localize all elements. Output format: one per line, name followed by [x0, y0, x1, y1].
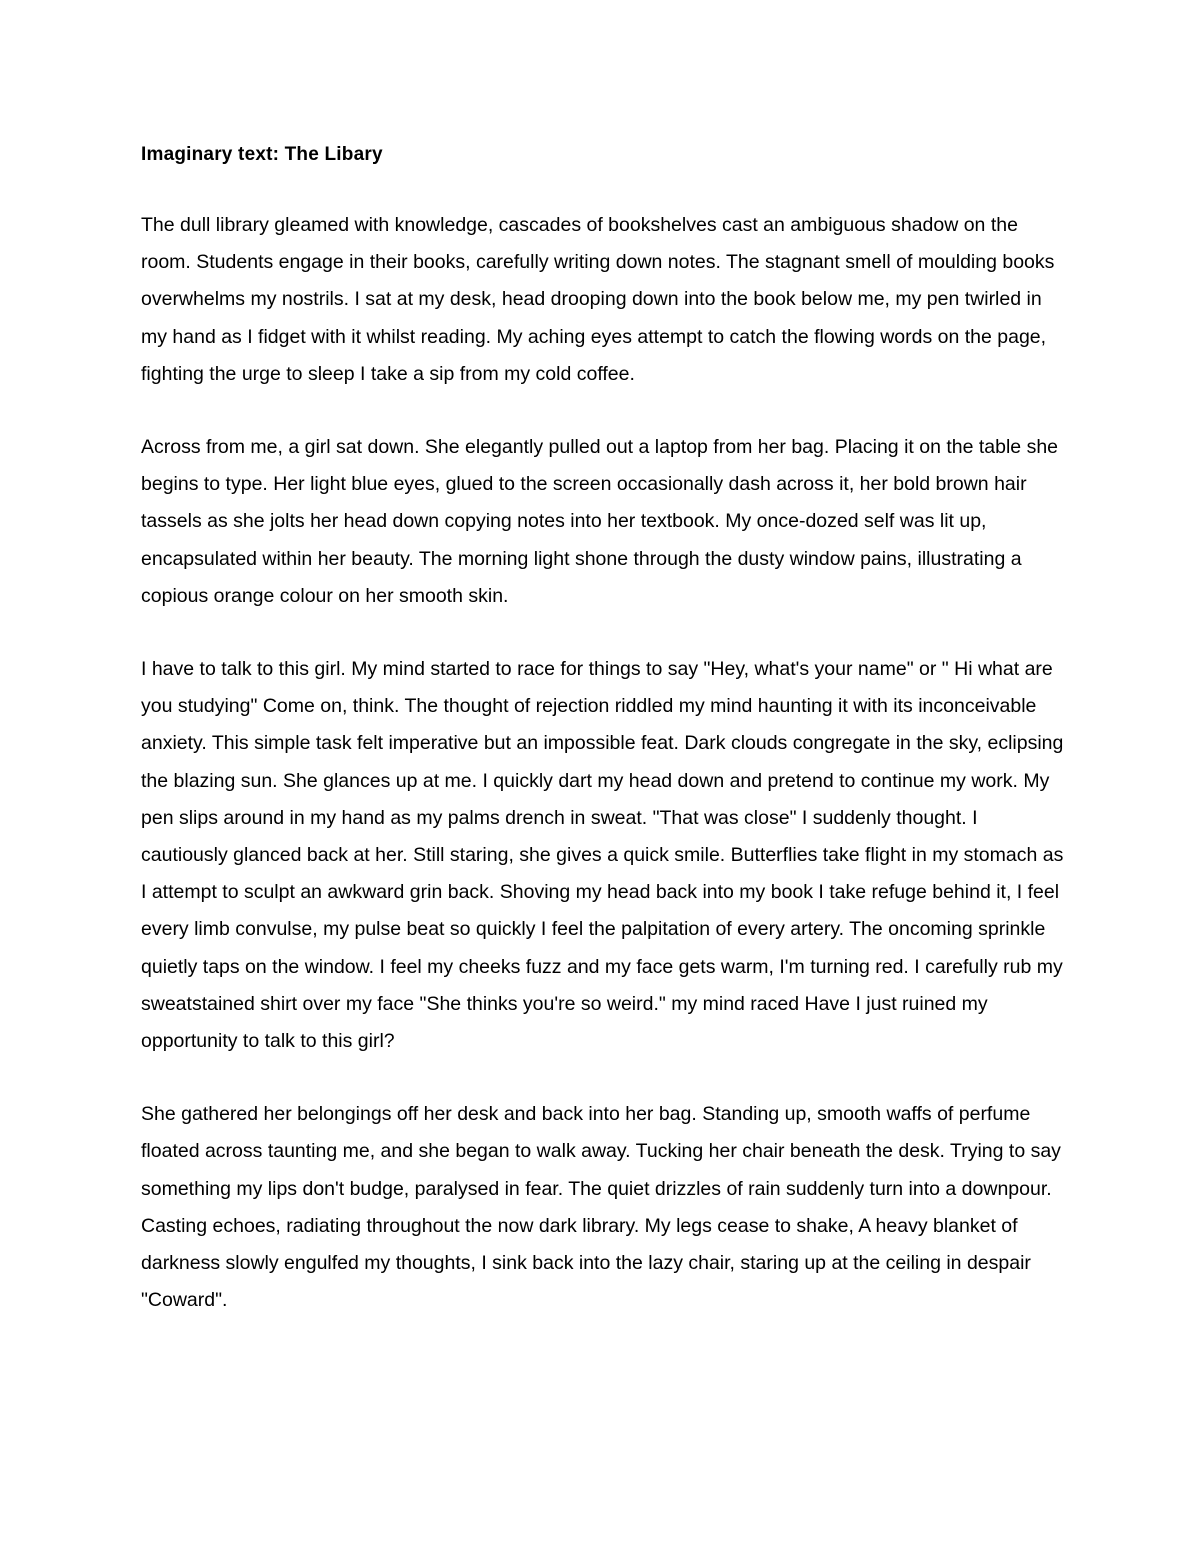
spacer	[141, 615, 1066, 651]
paragraph-4: She gathered her belongings off her desk and back into her bag. Standing up, smooth waffs of perfume floated across taunting me, and she began to walk away. Tucking her chair beneath the desk. Trying to say something my lips don't budge, paralysed in fear. The quiet drizzles of rain suddenly turn into a downpour. Casting echoes, radiating throughout the now dark library. My legs cease to shake, A heavy blanket of darkness slowly engulfed my thoughts, I sink back into the lazy chair, staring up at the ceiling in despair "Coward".	[141, 1103, 1061, 1312]
paragraph-2: Across from me, a girl sat down. She elegantly pulled out a laptop from her bag. Placing it on the table she begins to type. Her light blue eyes, glued to the screen occasionally dash across it, her bold brown hair tassels as she jolts her head down copying notes into her textbook. My once-dozed self was lit up, encapsulated within her beauty. The morning light shone through the dusty window pains, illustrating a copious orange colour on her smooth skin.	[141, 436, 1059, 607]
spacer	[141, 393, 1066, 429]
spacer	[141, 170, 1066, 207]
paragraph-1: The dull library gleamed with knowledge, cascades of bookshelves cast an ambiguous shadow on the room. Students engage in their books, carefully writing down notes. The stagnant smell of moulding books overwhelms my nostrils. I sat at my desk, head drooping down into the book below me, my pen twirled in my hand as I fidget with it whilst reading. My aching eyes attempt to catch the flowing words on the page, fighting the urge to sleep I take a sip from my cold coffee.	[141, 214, 1055, 385]
document-body	[141, 140, 1066, 1319]
paragraph-3: I have to talk to this girl. My mind started to race for things to say "Hey, what's your name" or " Hi what are you studying" Come on, think. The thought of rejection riddled my mind haunting it with its inconceivable anxiety. This simple task felt imperative but an impossible feat. Dark clouds congregate in the sky, eclipsing the blazing sun. She glances up at me. I quickly dart my head down and pretend to continue my work. My pen slips around in my hand as my palms drench in sweat. "That was close" I suddenly thought. I cautiously glanced back at her. Still staring, she gives a quick smile. Butterflies take flight in my stomach as I attempt to sculpt an awkward grin back. Shoving my head back into my book I take refuge behind it, I feel every limb convulse, my pulse beat so quickly I feel the palpitation of every artery. The oncoming sprinkle quietly taps on the window. I feel my cheeks fuzz and my face gets warm, I'm turning red. I carefully rub my sweatstained shirt over my face "She thinks you're so weird." my mind raced Have I just ruined my opportunity to talk to this girl?	[141, 658, 1064, 1053]
spacer	[141, 1060, 1066, 1096]
document-title: Imaginary text: The Libary	[141, 144, 383, 165]
